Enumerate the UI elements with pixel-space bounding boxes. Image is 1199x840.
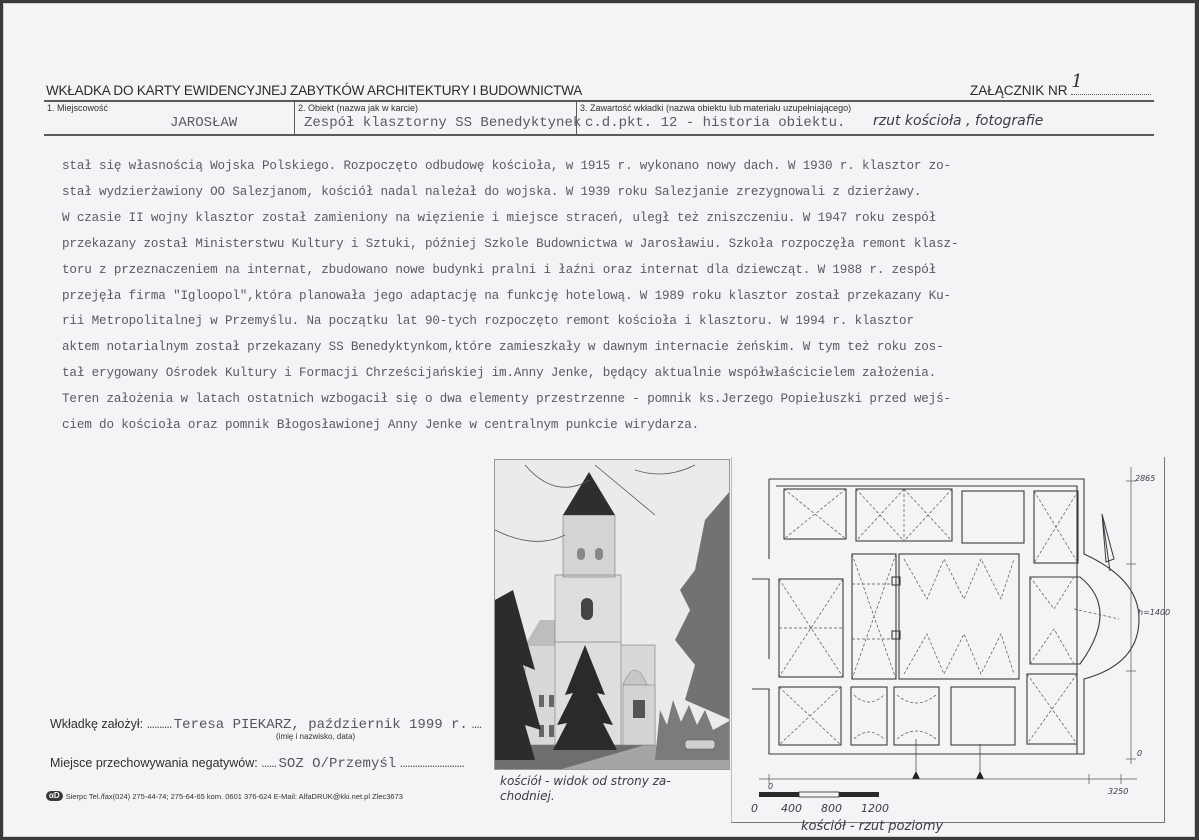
photo-caption-line1: kościół - widok od strony za- xyxy=(500,774,671,788)
field-contents-handwritten: rzut kościoła , fotografie xyxy=(873,113,1044,129)
text-line: rii Metropolitalnej w Przemyślu. Na początku lat 90-tych rozpoczęto remont kościoła i klasztoru. W 1994 r. klasztor xyxy=(62,314,914,329)
author-row: Wkładkę założył: .......... Teresa PIEKARZ, październik 1999 r. .... xyxy=(50,717,482,733)
scale-tick: 800 xyxy=(821,802,842,815)
plan-caption: kościół - rzut poziomy xyxy=(801,819,944,834)
church-photo-image xyxy=(495,460,730,770)
north-arrow-icon xyxy=(1102,514,1114,571)
text-line: stał wydzierżawiony OO Salezjanom, kościół nadal należał do wojska. W 1939 roku Salezjanie zrezygnowali z dzierżawy. xyxy=(62,184,922,199)
church-photo xyxy=(494,459,730,770)
floor-plan-drawing xyxy=(744,459,1144,779)
printer-info xyxy=(46,791,403,801)
text-line: stał się własnością Wojska Polskiego. Rozpoczęto odbudowę kościoła, w 1915 r. wykonano nowy dach. W 1930 r. klasztor zo- xyxy=(62,159,951,173)
negatives-label: Miejsce przechowywania negatywów: xyxy=(50,756,258,770)
dim-top-label: 2865 xyxy=(1135,474,1156,483)
dim-bottom-end-label: 3250 xyxy=(1108,787,1129,796)
negatives-row: Miejsce przechowywania negatywów: ...... SOZ O/Przemyśl .......................... xyxy=(50,756,464,772)
photo-caption-line2: chodniej. xyxy=(500,789,555,803)
scale-tick: 0 xyxy=(751,802,758,815)
scale-tick: 400 xyxy=(781,802,802,815)
plan-scale xyxy=(759,774,1159,824)
text-line: przekazany został Ministerstwu Kultury i Sztuki, później Szkole Budownictwa w Jarosławiu. Szkoła rozpoczęła remont klasz- xyxy=(62,236,959,251)
field-locality-value: JAROSŁAW xyxy=(170,115,238,131)
field-object xyxy=(294,102,582,134)
text-line: Teren założenia w latach ostatnich wzbogacił się o dwa elementy przestrzenne - pomnik ks.Jerzego Popiełuszki przed wejś- xyxy=(62,392,951,407)
author-label: Wkładkę założył: xyxy=(50,717,144,731)
author-hint: (imię i nazwisko, data) xyxy=(276,732,356,741)
scale-tick: 1200 xyxy=(861,802,889,815)
printer-details: Sierpc Tel./fax(024) 275-44-74; 275-64-65 kom. 0601 376-624 E-Mail: AlfaDRUK@kki.net.pl Zlec3673 xyxy=(65,791,403,801)
text-line: toru z przeznaczeniem na internat, zbudowano nowe budynki pralni i łaźni oraz internat dla dziewcząt. W 1988 r. zespół xyxy=(62,262,937,277)
field-locality-label: 1. Miejscowość xyxy=(47,103,109,113)
field-object-value: Zespół klasztorny SS Benedyktynek xyxy=(304,115,582,131)
photo-caption xyxy=(500,774,730,804)
text-line: aktem notarialnym został przekazany SS Benedyktynkom,które zamieszkały w dawnym internacie żeńskim. W tym też roku zos- xyxy=(62,340,944,355)
text-line: W czasie II wojny klasztor został zamieniony na więzienie i miejsce straceń, uległ też zniszczeniu. W 1947 roku zespół xyxy=(62,210,937,225)
field-object-label: 2. Obiekt (nazwa jak w karcie) xyxy=(298,103,419,113)
annex-number-field xyxy=(970,71,1151,98)
text-line: tał erygowany Ośrodek Kultury i Formacji Chrześcijańskiej im.Anny Jenke, będący aktualnie współwłaścicielem założenia. xyxy=(62,366,937,381)
negatives-value: SOZ O/Przemyśl xyxy=(278,756,397,772)
form-title: WKŁADKA DO KARTY EWIDENCYJNEJ ZABYTKÓW ARCHITEKTURY I BUDOWNICTWA xyxy=(46,83,583,98)
field-locality xyxy=(44,102,294,134)
document-sheet xyxy=(3,3,1195,837)
dim-height-label: h=1400 xyxy=(1138,608,1171,617)
annex-label: ZAŁĄCZNIK NR xyxy=(970,83,1068,98)
header-rule-bottom xyxy=(44,134,1154,136)
history-text xyxy=(62,154,1152,439)
text-line: przejęła firma "Igloopol",która planowała jego adaptację na funkcję hotelową. W 1989 roku klasztor został przekazany Ku- xyxy=(62,288,951,303)
annex-number: 1 xyxy=(1071,71,1083,92)
dim-zero-label: 0 xyxy=(1137,749,1143,758)
printer-logo: αD xyxy=(46,791,63,801)
dim-bottom-start-label: 0 xyxy=(768,782,774,791)
field-contents xyxy=(576,102,1154,134)
author-value: Teresa PIEKARZ, październik 1999 r. xyxy=(173,717,468,733)
field-contents-value: c.d.pkt. 12 - historia obiektu. xyxy=(585,115,846,131)
text-line: ciem do kościoła oraz pomnik Błogosławionej Anny Jenke w centralnym punkcie wirydarza. xyxy=(62,418,700,433)
field-contents-label: 3. Zawartość wkładki (nazwa obiektu lub materiału uzupełniającego) xyxy=(580,103,852,113)
